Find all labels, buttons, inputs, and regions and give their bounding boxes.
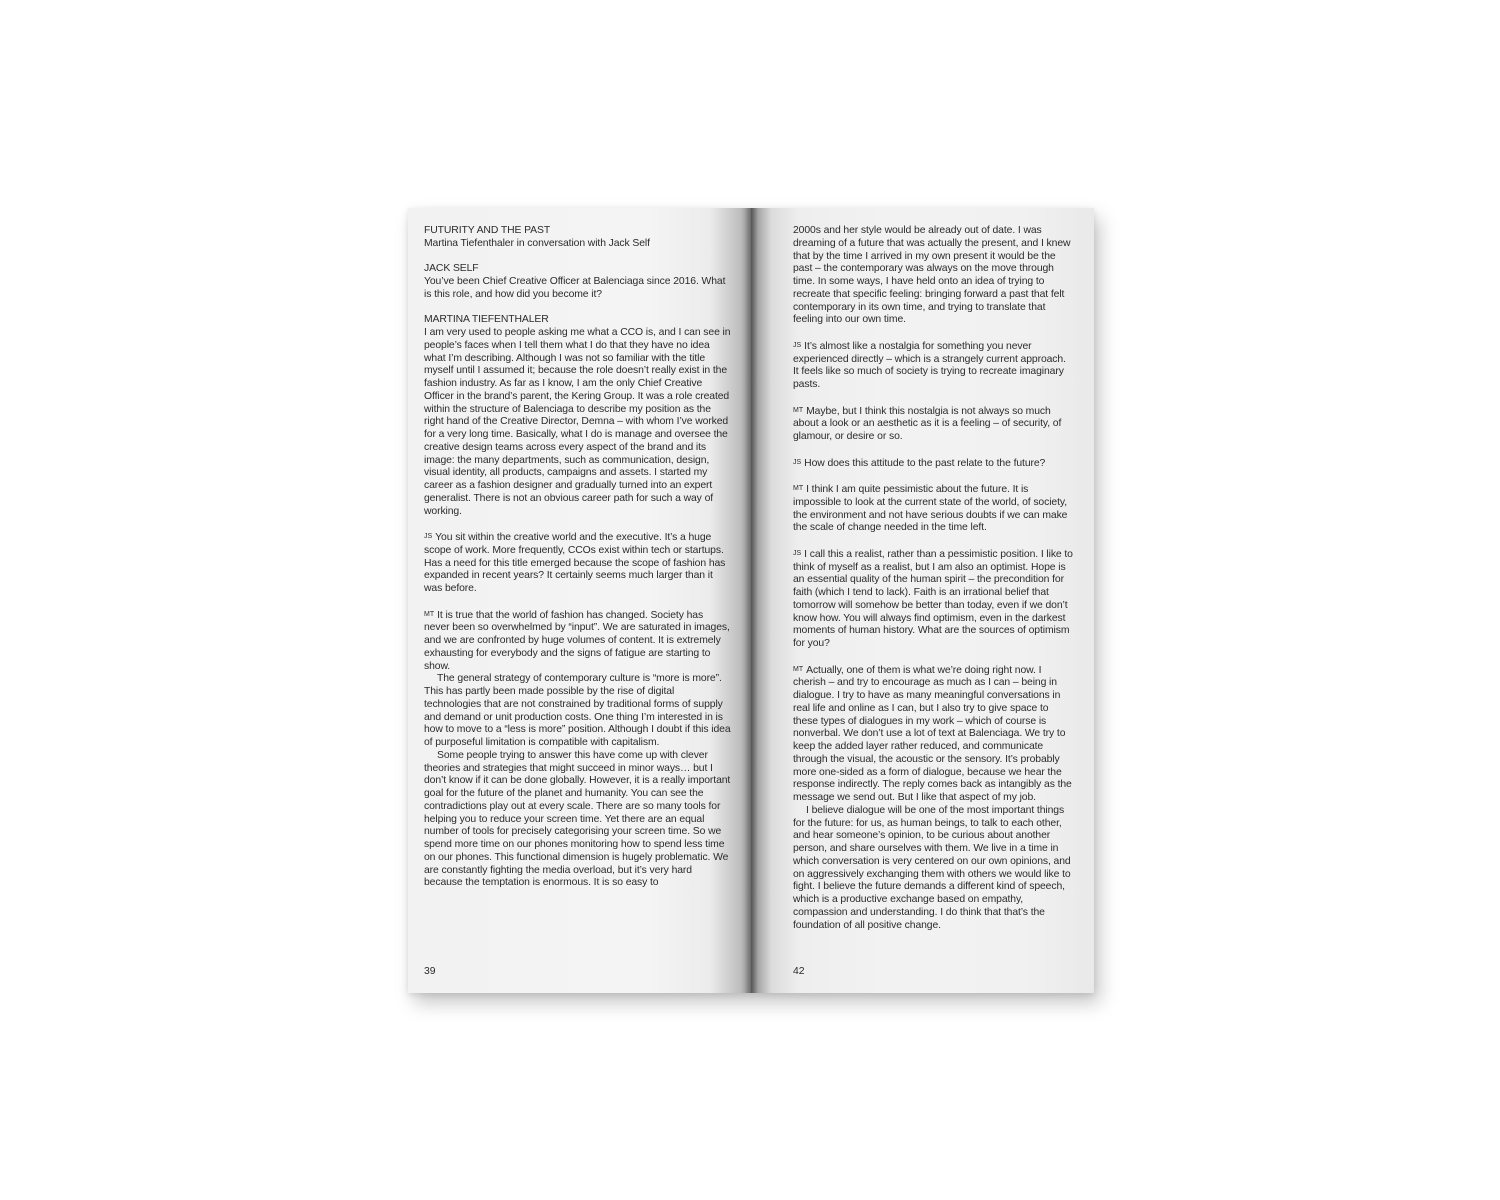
answer-paragraph: The general strategy of contemporary culture is “more is more”. This has partly been made possible by the rise of digital technologies that are not constrained by traditional forms of supply and demand or unit production costs. One thing I’m interested in is how to move to a “less is more” position. Although I doubt if this idea of purposeful limitation is compatible with capitalism. bbox=[424, 673, 731, 748]
left-page-text bbox=[424, 225, 731, 890]
answer-text: Maybe, but I think this nostalgia is not always so much about a look or an aesthetic as it is a feeling – of security, of glamour, or desire or so. bbox=[793, 405, 1062, 442]
answer-paragraph: I believe dialogue will be one of the most important things for the future: for us, as human beings, to talk to each other, and hear someone’s opinion, to be curious about another person, and share ourselves with them. We live in a time in which conversation is very centered on our own opinions, and on aggressively exchanging them with others we would like to fight. I believe the future demands a different kind of speech, which is a productive exchange based on empathy, compassion and understanding. I do think that that’s the foundation of all positive change. bbox=[793, 804, 1071, 931]
speaker-tag-js: JS bbox=[424, 533, 433, 540]
speaker-name-martina-tiefenthaler: MARTINA TIEFENTHALER bbox=[424, 314, 549, 326]
question-text: You sit within the creative world and the executive. It’s a huge scope of work. More frequently, CCOs exist within tech or startups. Has a need for this title emerged because the scope of fashion has expanded in recent years? It certainly seems much larger than it was before. bbox=[424, 532, 726, 594]
speaker-tag-js: JS bbox=[793, 549, 802, 557]
speaker-tag-js: JS bbox=[793, 341, 802, 349]
article-subtitle: Martina Tiefenthaler in conversation with Jack Self bbox=[424, 237, 650, 249]
right-page-text bbox=[793, 225, 1074, 932]
question-text: It’s almost like a nostalgia for something you never experienced directly – which is a strangely current approach. It feels like so much of society is trying to recreate imaginary pasts. bbox=[793, 340, 1066, 390]
speaker-tag-mt: MT bbox=[793, 406, 804, 414]
speaker-tag-mt: MT bbox=[793, 665, 804, 673]
speaker-tag-mt: MT bbox=[424, 610, 435, 618]
left-page bbox=[408, 208, 751, 993]
answer-paragraph: 2000s and her style would be already out of date. I was dreaming of a future that was actually the present, and I knew that by the time I arrived in my own present it would be the past – the contemporary was always on the move through time. In some ways, I have held onto an idea of trying to recreate that specific feeling: bringing forward a past that felt contemporary in its own time, and trying to translate that feeling into our own time. bbox=[793, 225, 1071, 326]
answer-paragraph bbox=[793, 405, 1074, 444]
question-paragraph: You’ve been Chief Creative Officer at Balenciaga since 2016. What is this role, and how did you become it? bbox=[424, 276, 726, 300]
answer-paragraph bbox=[793, 483, 1074, 535]
question-paragraph bbox=[793, 340, 1074, 392]
open-book-spread bbox=[408, 208, 1094, 993]
answer-text: It is true that the world of fashion has changed. Society has never been so overwhelmed by “input”. We are saturated in images, and we are confronted by huge volumes of content. It is extremely exhausting for everybody and the signs of fatigue are starting to show. bbox=[424, 609, 730, 672]
page-number: 42 bbox=[793, 966, 805, 977]
answer-text: Actually, one of them is what we’re doing right now. I cherish – and try to encourage as much as I can – being in dialogue. I try to have as many meaningful conversations in real life and online as I can, but I also try to give space to these types of dialogues in my work – which of course is nonverbal. We don’t use a lot of text at Balenciaga. We try to keep the added layer rather reduced, and communicate through the visual, the acoustic or the sensory. It’s probably more one-sided as a form of dialogue, because we hear the response indirectly. The reply comes back as intangibly as the message we send out. But I like that aspect of my job. bbox=[793, 664, 1072, 803]
speaker-tag-mt: MT bbox=[793, 485, 804, 492]
page-number: 39 bbox=[424, 966, 436, 977]
right-page bbox=[751, 208, 1094, 993]
speaker-tag-js: JS bbox=[793, 458, 802, 466]
book-gutter bbox=[744, 208, 758, 993]
answer-paragraph: I am very used to people asking me what a CCO is, and I can see in people’s faces when I tell them what I do that they have no idea what I’m describing. Although I was not so familiar with the title myself until I assumed it; because the role doesn’t really exist in the fashion industry. As far as I know, I am the only Chief Creative Officer in the brand’s parent, the Kering Group. It was a role created within the structure of Balenciaga to describe my position as the right hand of the Creative Director, Demna – with whom I’ve worked for a very long time. Basically, what I do is manage and oversee the creative design teams across every aspect of the brand and its image: the many departments, such as communication, design, visual identity, all products, campaigns and assets. I started my career as a fashion designer and gradually turned into an expert generalist. There is not an obvious career path for such a way of working. bbox=[424, 327, 731, 517]
answer-paragraph bbox=[793, 664, 1074, 805]
question-paragraph bbox=[793, 548, 1074, 651]
article-title: FUTURITY AND THE PAST bbox=[424, 225, 551, 236]
question-paragraph bbox=[424, 531, 731, 596]
answer-paragraph: Some people trying to answer this have come up with clever theories and strategies that might succeed in minor ways… but I don’t know if it can be done globally. However, it is a really important goal for the future of the planet and humanity. You can see the contradictions play out at every scale. There are so many tools for helping you to reduce your screen time. Yet there are an equal number of tools for precisely categorising your screen time. So we spend more time on our phones monitoring how to spend less time on our phones. This functional dimension is hugely problematic. We are constantly fighting the media overload, but it’s very hard because the temptation is enormous. It is so easy to bbox=[424, 749, 731, 889]
answer-paragraph bbox=[424, 609, 731, 674]
question-text: I call this a realist, rather than a pessimistic position. I like to think of myself as a realist, but I am also an optimist. Hope is an essential quality of the human spirit – the precondition for faith (which I tend to lack). Faith is an irrational belief that tomorrow will somehow be better than today, even if we don’t know how. You will always find optimism, even in the darkest moments of human history. What are the sources of optimism for you? bbox=[793, 548, 1073, 649]
speaker-name-jack-self: JACK SELF bbox=[424, 263, 479, 275]
question-text: How does this attitude to the past relate to the future? bbox=[804, 457, 1046, 469]
question-paragraph bbox=[793, 457, 1074, 471]
answer-text: I think I am quite pessimistic about the future. It is impossible to look at the current state of the world, of society, the environment and not have serious doubts if we can make the scale of change needed in the time left. bbox=[793, 484, 1068, 534]
